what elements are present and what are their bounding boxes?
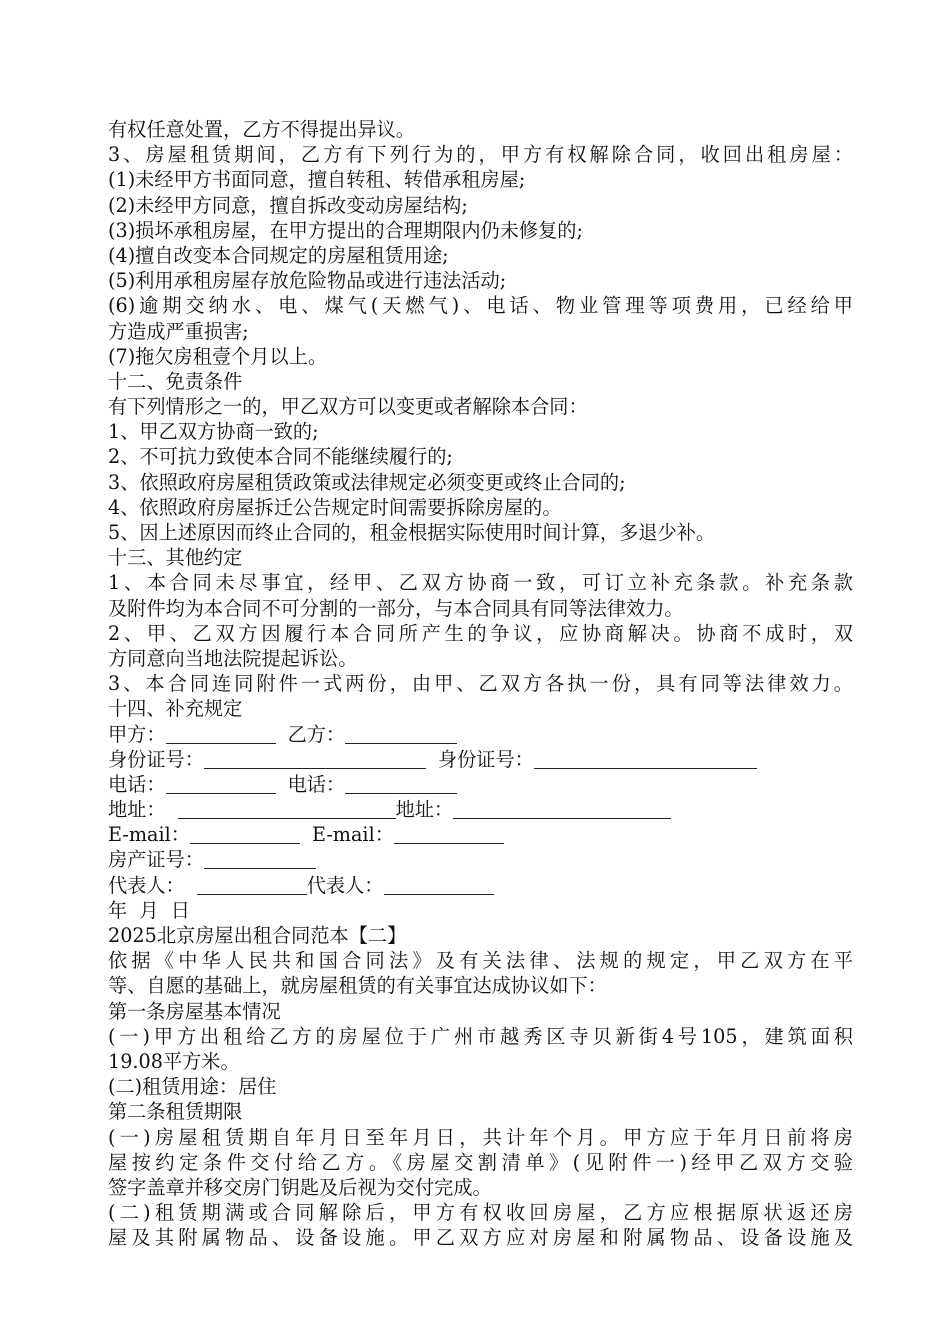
- address-b-label: 地址：: [395, 798, 454, 822]
- form-row-parties: [108, 722, 853, 747]
- phone-a-label: 电话：: [108, 772, 166, 796]
- text-line: 方同意向当地法院提起诉讼。: [108, 646, 358, 670]
- section-heading: 第二条租赁期限: [108, 1100, 243, 1124]
- text-line: 4、依照政府房屋拆迁公告规定时间需要拆除房屋的。: [108, 495, 562, 519]
- rep-a-label: 代表人：: [108, 873, 185, 897]
- form-row-address: [108, 797, 853, 822]
- party-a-label: 甲方：: [108, 722, 166, 746]
- id-a-label: 身份证号：: [108, 747, 204, 771]
- id-b-blank[interactable]: [534, 750, 757, 769]
- section-heading: 十二、免责条件: [108, 369, 243, 393]
- text-line: 有权任意处置，乙方不得提出异议。: [108, 118, 415, 141]
- email-a-label: E-mail：: [108, 823, 190, 847]
- party-b-label: 乙方：: [287, 722, 346, 746]
- text-line: 3、房屋租赁期间，乙方有下列行为的，甲方有权解除合同，收回出租房屋：: [108, 143, 853, 167]
- date-line: 年 月 日: [108, 898, 190, 922]
- property-cert-blank[interactable]: [204, 850, 316, 869]
- text-line: (6)逾期交纳水、电、煤气(天燃气)、电话、物业管理等项费用，已经给甲: [108, 294, 853, 318]
- text-line: 3、本合同连同附件一式两份，由甲、乙双方各执一份，具有同等法律效力。: [108, 672, 853, 696]
- text-line: (一)甲方出租给乙方的房屋位于广州市越秀区寺贝新街4号105，建筑面积: [108, 1024, 853, 1048]
- document-body: [108, 117, 853, 1250]
- section-heading: 十三、其他约定: [108, 546, 243, 570]
- rep-a-blank[interactable]: [197, 876, 307, 895]
- rep-b-label: 代表人：: [306, 873, 384, 897]
- text-line: (二)租赁用途：居住: [108, 1075, 277, 1099]
- text-line: 5、因上述原因而终止合同的，租金根据实际使用时间计算，多退少补。: [108, 521, 716, 544]
- phone-b-label: 电话：: [287, 772, 346, 796]
- text-line: 方造成严重损害;: [108, 319, 249, 343]
- section-heading: 十四、补充规定: [108, 697, 243, 721]
- text-line: (1)未经甲方书面同意，擅自转租、转借承租房屋;: [108, 168, 526, 192]
- text-line: 19.08平方米。: [108, 1049, 240, 1073]
- text-line: 屋按约定条件交付给乙方。《房屋交割清单》(见附件一)经甲乙双方交验: [108, 1150, 853, 1174]
- text-line: (一)房屋租赁期自年月日至年月日，共计年个月。甲方应于年月日前将房: [108, 1125, 853, 1149]
- form-row-id: [108, 747, 853, 772]
- text-line: (2)未经甲方同意，擅自拆改变动房屋结构;: [108, 193, 468, 217]
- form-row-property: [108, 847, 853, 872]
- text-line: 3、依照政府房屋租赁政策或法律规定必须变更或终止合同的;: [108, 470, 626, 494]
- text-line: 签字盖章并移交房门钥匙及后视为交付完成。: [108, 1175, 492, 1199]
- email-b-label: E-mail：: [311, 823, 394, 847]
- text-line: (3)损坏承租房屋，在甲方提出的合理期限内仍未修复的;: [108, 218, 583, 242]
- email-a-blank[interactable]: [190, 825, 300, 844]
- text-line: (7)拖欠房租壹个月以上。: [108, 344, 328, 368]
- text-line: 及附件均为本合同不可分割的一部分，与本合同具有同等法律效力。: [108, 596, 684, 620]
- text-line: 有下列情形之一的，甲乙双方可以变更或者解除本合同：: [108, 395, 588, 419]
- text-line: (4)擅自改变本合同规定的房屋租赁用途;: [108, 243, 449, 267]
- text-line: 2、甲、乙双方因履行本合同所产生的争议，应协商解决。协商不成时，双: [108, 621, 853, 645]
- id-b-label: 身份证号：: [437, 747, 534, 771]
- property-cert-label: 房产证号：: [108, 848, 204, 872]
- party-b-blank[interactable]: [345, 725, 457, 744]
- rep-b-blank[interactable]: [384, 876, 494, 895]
- text-line: 依据《中华人民共和国合同法》及有关法律、法规的规定，甲乙双方在平: [108, 949, 853, 973]
- address-a-blank[interactable]: [178, 800, 396, 819]
- text-line: 1、本合同未尽事宜，经甲、乙双方协商一致，可订立补充条款。补充条款: [108, 571, 853, 595]
- phone-b-blank[interactable]: [345, 775, 457, 794]
- email-b-blank[interactable]: [394, 825, 504, 844]
- form-row-representative: [108, 873, 853, 898]
- text-line: 2、不可抗力致使本合同不能继续履行的;: [108, 445, 453, 469]
- document-title: 2025北京房屋出租合同范本【二】: [108, 924, 407, 947]
- form-row-email: [108, 822, 853, 847]
- form-row-phone: [108, 772, 853, 797]
- address-b-blank[interactable]: [453, 800, 671, 819]
- text-line: (5)利用承租房屋存放危险物品或进行违法活动;: [108, 269, 507, 293]
- text-line: 屋及其附属物品、设备设施。甲乙双方应对房屋和附属物品、设备设施及: [108, 1226, 853, 1250]
- address-a-label: 地址：: [108, 798, 166, 822]
- text-line: (二)租赁期满或合同解除后，甲方有权收回房屋，乙方应根据原状返还房: [108, 1201, 853, 1225]
- text-line: 1、甲乙双方协商一致的;: [108, 420, 319, 444]
- text-line: 等、自愿的基础上，就房屋租赁的有关事宜达成协议如下：: [108, 974, 607, 998]
- party-a-blank[interactable]: [166, 725, 276, 744]
- phone-a-blank[interactable]: [166, 775, 276, 794]
- id-a-blank[interactable]: [204, 750, 426, 769]
- section-heading: 第一条房屋基本情况: [108, 999, 281, 1023]
